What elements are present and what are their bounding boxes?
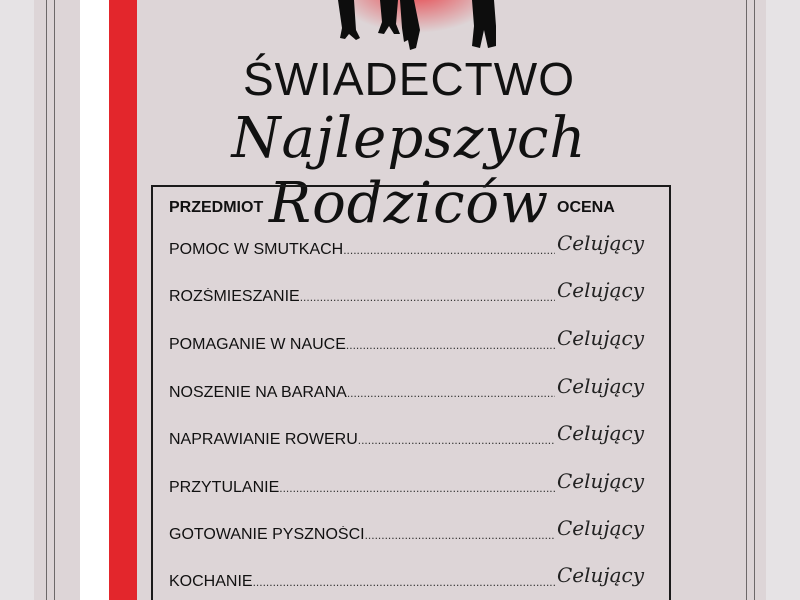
grade-row	[169, 421, 659, 451]
grade-value: Celujący	[557, 231, 645, 255]
right-border-inner	[746, 0, 747, 600]
flag-red-stripe	[109, 0, 137, 600]
grade-row	[169, 563, 659, 593]
grade-value: Celujący	[557, 516, 645, 540]
grade-row	[169, 326, 659, 356]
subject-label: PRZYTULANIE .....	[169, 479, 555, 497]
grade-row	[169, 516, 659, 546]
grade-value: Celujący	[557, 469, 645, 493]
subject-label: ROZŚMIESZANIE .....	[169, 288, 555, 306]
certificate-subtitle: Najlepszych Rodziców	[231, 106, 587, 236]
grade-value: Celujący	[557, 563, 645, 587]
left-border-inner	[54, 0, 55, 600]
right-border-outer	[754, 0, 755, 600]
subject-label: NAPRAWIANIE ROWERU .....	[169, 431, 555, 449]
subject-column-header: PRZEDMIOT	[169, 199, 264, 216]
grade-value: Celujący	[557, 326, 645, 350]
grade-value: Celujący	[557, 374, 645, 398]
grade-value: Celujący	[557, 421, 645, 445]
subject-label: POMOC W SMUTKACH .....	[169, 241, 555, 259]
certificate-page	[34, 0, 766, 600]
grade-row	[169, 374, 659, 404]
subject-label: NOSZENIE NA BARANA .....	[169, 384, 555, 402]
grade-column-header: OCENA	[557, 199, 615, 216]
subject-label: GOTOWANIE PYSZNOŚCI .....	[169, 526, 555, 544]
grade-row	[169, 469, 659, 499]
subject-label: POMAGANIE W NAUCE .....	[169, 336, 555, 354]
subject-label: KOCHANIE .....	[169, 573, 555, 591]
grade-row	[169, 231, 659, 261]
grade-value: Celujący	[557, 278, 645, 302]
family-silhouette-logo	[334, 0, 534, 52]
grades-table	[151, 185, 671, 600]
left-border-outer	[46, 0, 47, 600]
certificate-title: ŚWIADECTWO	[243, 53, 575, 105]
grade-row	[169, 278, 659, 308]
